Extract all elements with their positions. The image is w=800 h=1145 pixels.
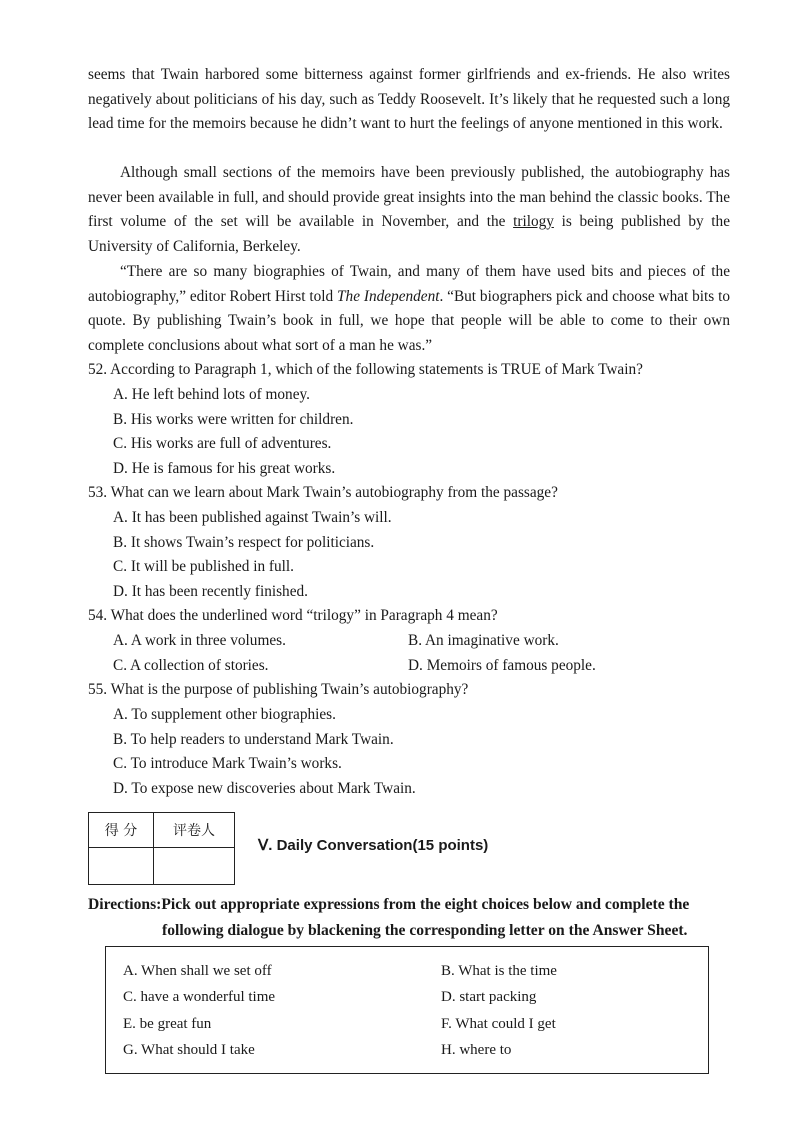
score-table xyxy=(88,812,235,885)
choice-a: A. When shall we set off xyxy=(123,963,272,979)
question-53-option-b: B. It shows Twain’s respect for politicians. xyxy=(113,534,375,551)
question-55-stem: 55. What is the purpose of publishing Twain’s autobiography? xyxy=(88,681,469,698)
question-53-option-c: C. It will be published in full. xyxy=(113,558,295,575)
choice-f: F. What could I get xyxy=(441,1016,556,1032)
choice-c: C. have a wonderful time xyxy=(123,989,276,1005)
paragraph-3-after: . “But biographers pick and choose what bits to quote. By publishing Twain’s book in full, we hope that people will be able to come to their own complete conclusions about what sort of a man he was.” xyxy=(88,287,730,354)
directions-text-1: Pick out appropriate expressions from the eight choices below and complete the xyxy=(161,896,690,913)
question-53-option-d: D. It has been recently finished. xyxy=(113,583,308,600)
choice-b: B. What is the time xyxy=(441,963,557,979)
question-54-option-a: A. A work in three volumes. xyxy=(113,632,286,649)
paragraph-2-before: Although small sections of the memoirs have been previously published, the autobiography has never been available in full, and should provide great insights into the man behind the classic books. The first volume of the set will be available in November, and the xyxy=(88,164,730,231)
question-54-option-b: B. An imaginative work. xyxy=(408,632,559,649)
directions xyxy=(88,892,730,944)
question-54-option-c: C. A collection of stories. xyxy=(113,657,269,674)
question-53-option-a: A. It has been published against Twain’s will. xyxy=(113,509,392,526)
question-52-option-b: B. His works were written for children. xyxy=(113,411,354,428)
question-54-option-d: D. Memoirs of famous people. xyxy=(408,657,596,674)
directions-line-2: following dialogue by blackening the corresponding letter on the Answer Sheet. xyxy=(162,922,688,939)
question-52-option-d: D. He is famous for his great works. xyxy=(113,460,336,477)
section-title: Ⅴ. Daily Conversation(15 points) xyxy=(258,837,489,854)
question-54-stem: 54. What does the underlined word “trilogy” in Paragraph 4 mean? xyxy=(88,607,498,624)
paragraph-1-tail: seems that Twain harbored some bitterness against former girlfriends and ex-friends. He also writes negatively about politicians of his day, such as Teddy Roosevelt. It’s likely that he requested such a long lead time for the memoirs because he didn’t want to hurt the feelings of anyone mentioned in this work. xyxy=(88,66,730,133)
score-cell[interactable] xyxy=(89,848,154,885)
paragraph-3-before: “There are so many biographies of Twain, and many of them have used bits and pieces of the autobiography,” editor Robert Hirst told xyxy=(88,263,730,305)
directions-label: Directions: xyxy=(88,896,162,913)
choice-e: E. be great fun xyxy=(123,1016,212,1032)
question-53-stem: 53. What can we learn about Mark Twain’s autobiography from the passage? xyxy=(88,484,558,501)
question-52-option-c: C. His works are full of adventures. xyxy=(113,435,332,452)
newspaper-title: The Independent xyxy=(337,287,440,305)
choice-g: G. What should I take xyxy=(123,1042,255,1058)
score-header: 得 分 xyxy=(89,813,154,848)
grader-header: 评卷人 xyxy=(154,813,235,848)
paragraph-2-after: is being published by the University of California, Berkeley. xyxy=(88,213,730,255)
choice-d: D. start packing xyxy=(441,989,537,1005)
paragraph-3 xyxy=(88,260,730,358)
grader-cell[interactable] xyxy=(154,848,235,885)
question-55-option-c: C. To introduce Mark Twain’s works. xyxy=(113,755,342,772)
question-55-option-a: A. To supplement other biographies. xyxy=(113,706,336,723)
question-52-option-a: A. He left behind lots of money. xyxy=(113,386,310,403)
choice-h: H. where to xyxy=(441,1042,512,1058)
underlined-word-trilogy: trilogy xyxy=(513,213,554,231)
directions-line-1 xyxy=(88,892,730,918)
question-55-option-d: D. To expose new discoveries about Mark Twain. xyxy=(113,780,416,797)
question-52-stem: 52. According to Paragraph 1, which of the following statements is TRUE of Mark Twain? xyxy=(88,361,643,378)
question-55-option-b: B. To help readers to understand Mark Twain. xyxy=(113,731,394,748)
choices-box xyxy=(105,946,709,1074)
paragraph-2 xyxy=(88,161,730,259)
